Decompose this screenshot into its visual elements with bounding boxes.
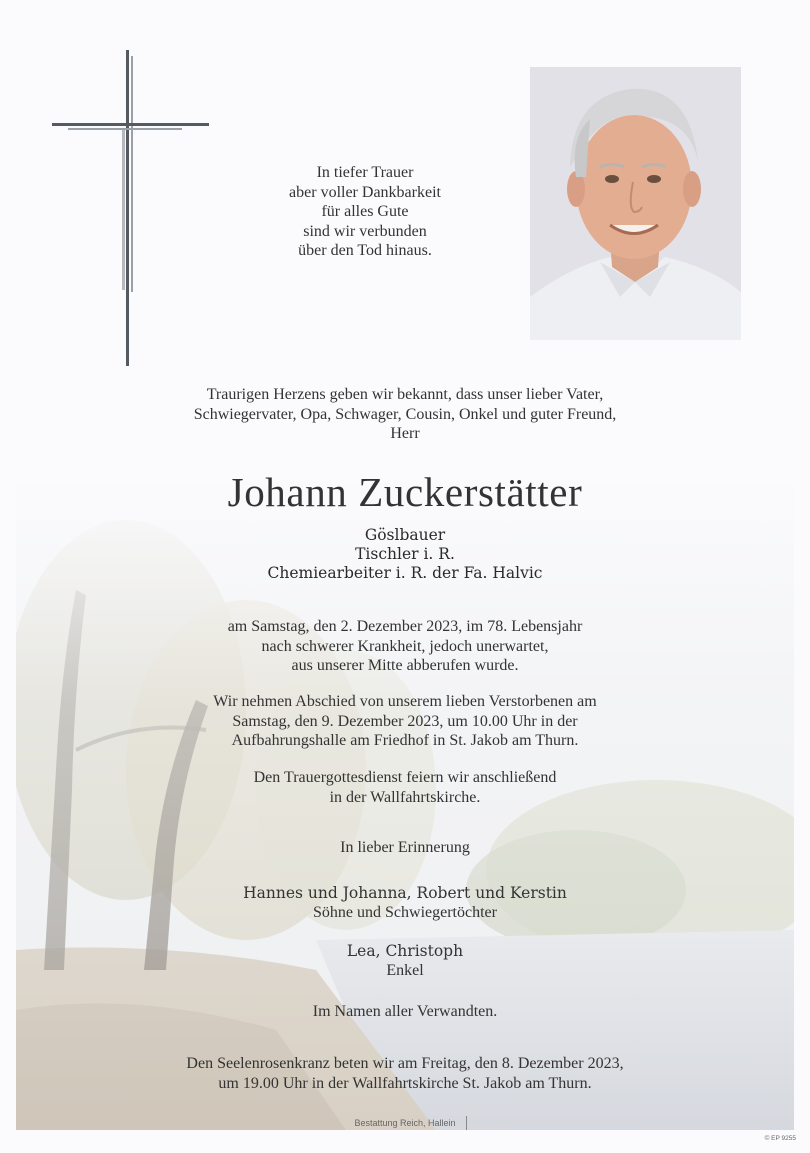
farewell-line: Samstag, den 9. Dezember 2023, um 10.00 Uhr in der — [232, 712, 578, 730]
intro-line: Schwiegervater, Opa, Schwager, Cousin, Onkel und guter Freund, — [193, 405, 617, 423]
undertaker-credit: Bestattung Reich, Hallein — [354, 1118, 456, 1128]
intro-line: Herr — [390, 425, 420, 442]
intro-line: Traurigen Herzens geben wir bekannt, dass unser lieber Vater, — [206, 386, 604, 403]
rosary-notice — [0, 1054, 810, 1093]
title-line: Chemiearbeiter i. R. der Fa. Halvic — [267, 564, 543, 582]
family-relation: Söhne und Schwiegertöchter — [313, 904, 497, 921]
motto-line: für alles Gute — [321, 203, 409, 221]
death-line: aus unserer Mitte abberufen wurde. — [291, 657, 519, 674]
title-line: Tischler i. R. — [355, 545, 455, 563]
family-names: Hannes und Johanna, Robert und Kerstin — [243, 884, 567, 902]
service-line: Den Trauergottesdienst feiern wir anschließend — [253, 769, 557, 786]
deceased-titles — [0, 526, 810, 583]
remembrance-line: In lieber Erinnerung — [340, 839, 470, 856]
motto-line: über den Tod hinaus. — [298, 242, 432, 260]
rosary-line: Den Seelenrosenkranz beten wir am Freitag, den 8. Dezember 2023, — [186, 1055, 624, 1072]
deceased-name: Johann Zuckerstätter — [227, 469, 583, 515]
death-line: am Samstag, den 2. Dezember 2023, im 78. Lebensjahr — [227, 618, 583, 635]
farewell-line: Aufbahrungshalle am Friedhof in St. Jakob am Thurn. — [231, 732, 579, 749]
death-notice — [0, 617, 810, 676]
template-code: © EP 9255 — [764, 1135, 796, 1142]
service-notice — [0, 768, 810, 807]
mourning-motto — [250, 163, 480, 261]
divider — [466, 1116, 467, 1130]
motto-line: In tiefer Trauer — [316, 164, 414, 181]
motto-line: sind wir verbunden — [303, 222, 427, 240]
title-line: Göslbauer — [364, 526, 446, 544]
death-line: nach schwerer Krankheit, jedoch unerwartet, — [261, 637, 549, 655]
family-group-sons — [0, 884, 810, 922]
family-relation: Enkel — [386, 962, 424, 979]
farewell-notice — [0, 692, 810, 751]
cross-symbol — [52, 50, 212, 368]
all-relatives-line: Im Namen aller Verwandten. — [312, 1003, 498, 1020]
rosary-line: um 19.00 Uhr in der Wallfahrtskirche St. Jakob am Thurn. — [218, 1074, 592, 1092]
announcement-intro — [0, 385, 810, 444]
portrait-illustration — [530, 67, 741, 340]
family-group-grandchildren — [0, 942, 810, 980]
motto-line: aber voller Dankbarkeit — [289, 183, 441, 201]
farewell-line: Wir nehmen Abschied von unserem lieben Verstorbenen am — [213, 693, 597, 710]
service-line: in der Wallfahrtskirche. — [329, 788, 481, 806]
family-names: Lea, Christoph — [346, 942, 464, 960]
portrait-photo — [530, 67, 741, 340]
